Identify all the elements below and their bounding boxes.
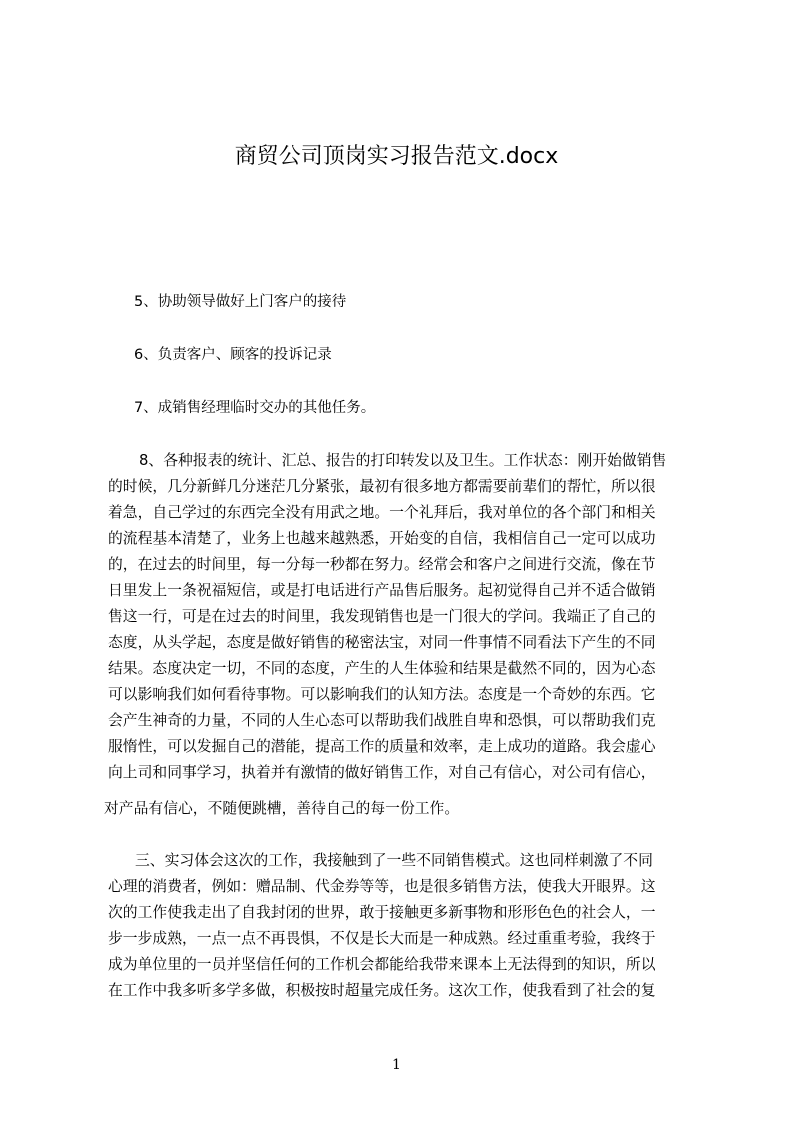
text-line: 会产生神奇的力量，不同的人生心态可以帮助我们战胜自卑和恐惧，可以帮助我们克 [108, 712, 656, 729]
text-line: 态度，从头学起，态度是做好销售的秘密法宝，对同一件事情不同看法下产生的不同 [108, 634, 656, 651]
text-line: 的，在过去的时间里，每一分每一秒都在努力。经常会和客户之间进行交流，像在节 [108, 556, 656, 573]
text-line: 结果。态度决定一切，不同的态度，产生的人生体验和结果是截然不同的，因为心态 [108, 660, 656, 677]
text-line: 对产品有信心，不随便跳槽，善待自己的每一份工作。 [104, 800, 460, 817]
text-line: 的流程基本清楚了，业务上也越来越熟悉，开始变的自信，我相信自己一定可以成功 [108, 530, 656, 547]
page-number: 1 [392, 1057, 401, 1073]
text-line: 次的工作使我走出了自我封闭的世界，敢于接触更多新事物和形形色色的社会人，一 [108, 904, 656, 921]
list-item: 5、协助领导做好上门客户的接待 [134, 294, 347, 310]
text-line: 着急，自己学过的东西完全没有用武之地。一个礼拜后，我对单位的各个部门和相关 [108, 504, 656, 521]
page-title: 商贸公司顶岗实习报告范文.docx [234, 144, 559, 169]
text-line: 服惰性，可以发掘自己的潜能，提高工作的质量和效率，走上成功的道路。我会虚心 [108, 738, 656, 755]
text-line: 在工作中我多听多学多做，积极按时超量完成任务。这次工作，使我看到了社会的复 [108, 982, 656, 999]
list-item: 7、成销售经理临时交办的其他任务。 [134, 400, 376, 416]
text-line: 三、实习体会这次的工作，我接触到了一些不同销售模式。这也同样刺激了不同 [135, 852, 653, 869]
text-line: 8、各种报表的统计、汇总、报告的打印转发以及卫生。工作状态：刚开始做销售 [139, 452, 667, 469]
text-line: 的时候，几分新鲜几分迷茫几分紧张，最初有很多地方都需要前辈们的帮忙，所以很 [108, 478, 656, 495]
text-line: 可以影响我们如何看待事物。可以影响我们的认知方法。态度是一个奇妙的东西。它 [108, 686, 656, 703]
list-item: 6、负责客户、顾客的投诉记录 [134, 347, 332, 363]
text-line: 售这一行，可是在过去的时间里，我发现销售也是一门很大的学问。我端正了自己的 [108, 608, 656, 625]
text-line: 步一步成熟，一点一点不再畏惧，不仅是长大而是一种成熟。经过重重考验，我终于 [108, 930, 656, 947]
text-line: 心理的消费者，例如：赠品制、代金券等等，也是很多销售方法，使我大开眼界。这 [108, 878, 656, 895]
text-line: 向上司和同事学习，执着并有激情的做好销售工作，对自己有信心，对公司有信心， [108, 764, 656, 781]
text-line: 日里发上一条祝福短信，或是打电话进行产品售后服务。起初觉得自己并不适合做销 [108, 582, 656, 599]
text-line: 成为单位里的一员并坚信任何的工作机会都能给我带来课本上无法得到的知识，所以 [108, 956, 656, 973]
